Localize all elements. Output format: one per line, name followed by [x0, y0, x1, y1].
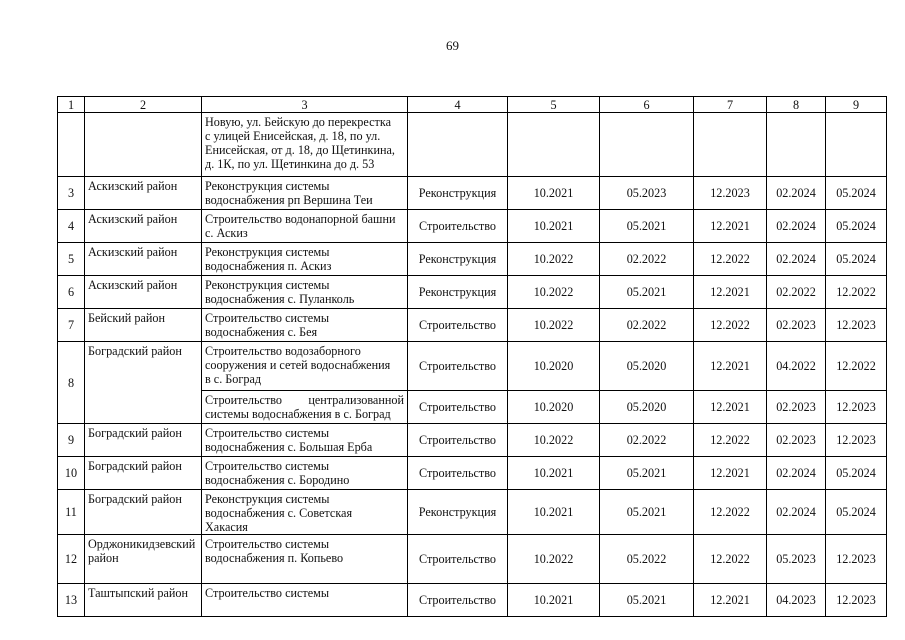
date-cell: 12.2023	[826, 391, 887, 424]
work-type-cell: Строительство	[408, 210, 508, 243]
work-type-cell: Строительство	[408, 457, 508, 490]
date-cell: 02.2023	[767, 424, 826, 457]
date-cell: 02.2022	[600, 424, 694, 457]
date-cell: 05.2021	[600, 210, 694, 243]
row-number: 11	[58, 490, 85, 535]
table-row	[58, 490, 887, 535]
row-number: 8	[58, 342, 85, 424]
date-cell: 05.2024	[826, 490, 887, 535]
row-number: 3	[58, 177, 85, 210]
row-number: 5	[58, 243, 85, 276]
date-cell: 10.2022	[508, 535, 600, 584]
work-type-cell: Строительство	[408, 342, 508, 391]
row-number: 6	[58, 276, 85, 309]
continuation-row	[58, 113, 887, 177]
date-cell: 10.2021	[508, 177, 600, 210]
date-cell: 12.2022	[826, 342, 887, 391]
work-type-cell: Строительство	[408, 309, 508, 342]
work-type-cell: Строительство	[408, 584, 508, 617]
date-cell: 12.2021	[694, 342, 767, 391]
date-cell: 05.2020	[600, 391, 694, 424]
schedule-table	[57, 96, 887, 617]
date-cell: 05.2021	[600, 490, 694, 535]
work-type-cell: Строительство	[408, 391, 508, 424]
column-header: 7	[694, 97, 767, 113]
description-cell: Реконструкция системы водоснабжения с. Советская Хакасия	[202, 490, 408, 535]
date-cell: 02.2023	[767, 309, 826, 342]
date-cell: 10.2022	[508, 309, 600, 342]
district-cell: Аскизский район	[85, 177, 202, 210]
date-cell: 12.2021	[694, 276, 767, 309]
date-cell: 02.2024	[767, 490, 826, 535]
work-type-cell: Реконструкция	[408, 276, 508, 309]
column-header: 9	[826, 97, 887, 113]
description-cell: Строительство системы водоснабжения с. Бородино	[202, 457, 408, 490]
date-cell: 05.2020	[600, 342, 694, 391]
date-cell: 02.2024	[767, 243, 826, 276]
district-cell: Орджоникидзевский район	[85, 535, 202, 584]
date-cell: 02.2023	[767, 391, 826, 424]
date-cell: 10.2021	[508, 490, 600, 535]
date-cell: 10.2020	[508, 391, 600, 424]
date-cell: 12.2021	[694, 210, 767, 243]
date-cell: 04.2023	[767, 584, 826, 617]
district-cell: Таштыпский район	[85, 584, 202, 617]
description-cell: Строительство водонапорной башни с. Аскиз	[202, 210, 408, 243]
table-row	[58, 276, 887, 309]
date-cell: 05.2024	[826, 177, 887, 210]
date-cell: 05.2024	[826, 457, 887, 490]
table-row	[58, 177, 887, 210]
work-type-cell: Реконструкция	[408, 490, 508, 535]
column-header: 1	[58, 97, 85, 113]
district-cell: Аскизский район	[85, 276, 202, 309]
column-header: 4	[408, 97, 508, 113]
column-header: 2	[85, 97, 202, 113]
row-number: 9	[58, 424, 85, 457]
description-cell: Строительство системы	[202, 584, 408, 617]
column-header: 3	[202, 97, 408, 113]
table-row	[58, 584, 887, 617]
column-header: 5	[508, 97, 600, 113]
table-row	[58, 309, 887, 342]
date-cell: 12.2023	[826, 535, 887, 584]
district-cell: Боградский район	[85, 457, 202, 490]
description-cell: Реконструкция системы водоснабжения рп Вершина Теи	[202, 177, 408, 210]
date-cell: 10.2021	[508, 457, 600, 490]
date-cell: 12.2021	[694, 391, 767, 424]
date-cell: 12.2022	[694, 309, 767, 342]
date-cell: 12.2021	[694, 584, 767, 617]
date-cell: 02.2022	[600, 243, 694, 276]
description-cell: Строительство системы водоснабжения п. Копьево	[202, 535, 408, 584]
date-cell: 05.2023	[767, 535, 826, 584]
row-number: 4	[58, 210, 85, 243]
date-cell: 12.2022	[826, 276, 887, 309]
row-number: 7	[58, 309, 85, 342]
table-row	[58, 424, 887, 457]
date-cell: 12.2023	[826, 584, 887, 617]
district-cell: Боградский район	[85, 490, 202, 535]
date-cell: 05.2022	[600, 535, 694, 584]
date-cell: 12.2023	[826, 424, 887, 457]
date-cell: 05.2023	[600, 177, 694, 210]
table-row	[58, 342, 887, 391]
date-cell: 04.2022	[767, 342, 826, 391]
row-number: 12	[58, 535, 85, 584]
district-cell: Аскизский район	[85, 243, 202, 276]
page-number: 69	[446, 38, 459, 53]
date-cell: 10.2021	[508, 584, 600, 617]
description-cell: Строительство системы водоснабжения с. Бея	[202, 309, 408, 342]
date-cell: 12.2023	[694, 177, 767, 210]
work-type-cell: Строительство	[408, 535, 508, 584]
table-row	[58, 210, 887, 243]
date-cell: 12.2022	[694, 535, 767, 584]
header-row	[58, 97, 887, 113]
row-number: 10	[58, 457, 85, 490]
date-cell: 10.2022	[508, 243, 600, 276]
column-header: 8	[767, 97, 826, 113]
row-number: 13	[58, 584, 85, 617]
date-cell: 05.2021	[600, 457, 694, 490]
district-cell: Боградский район	[85, 342, 202, 424]
date-cell: 02.2024	[767, 457, 826, 490]
date-cell: 05.2021	[600, 276, 694, 309]
date-cell: 02.2022	[767, 276, 826, 309]
column-header: 6	[600, 97, 694, 113]
date-cell: 10.2022	[508, 276, 600, 309]
description-cell: Реконструкция системы водоснабжения п. Аскиз	[202, 243, 408, 276]
work-type-cell: Реконструкция	[408, 177, 508, 210]
description-cell: Строительство централизованной системы водоснабжения в с. Боград	[202, 391, 408, 424]
date-cell: 02.2024	[767, 210, 826, 243]
date-cell: 12.2021	[694, 457, 767, 490]
date-cell: 10.2021	[508, 210, 600, 243]
date-cell: 12.2022	[694, 243, 767, 276]
date-cell: 12.2022	[694, 490, 767, 535]
work-type-cell: Реконструкция	[408, 243, 508, 276]
table-row	[58, 243, 887, 276]
district-cell: Бейский район	[85, 309, 202, 342]
district-cell: Аскизский район	[85, 210, 202, 243]
date-cell: 10.2022	[508, 424, 600, 457]
work-type-cell: Строительство	[408, 424, 508, 457]
date-cell: 12.2022	[694, 424, 767, 457]
date-cell: 12.2023	[826, 309, 887, 342]
date-cell: 02.2022	[600, 309, 694, 342]
continuation-description: Новую, ул. Бейскую до перекрестка с улицей Енисейская, д. 18, по ул. Енисейская, от д. 18, до Щетинкина, д. 1К, по ул. Щетинкина до д. 53	[202, 113, 408, 177]
date-cell: 02.2024	[767, 177, 826, 210]
date-cell: 05.2024	[826, 243, 887, 276]
district-cell: Боградский район	[85, 424, 202, 457]
date-cell: 05.2024	[826, 210, 887, 243]
table-row	[58, 535, 887, 584]
date-cell: 10.2020	[508, 342, 600, 391]
description-cell: Строительство водозаборного сооружения и сетей водоснабжения в с. Боград	[202, 342, 408, 391]
table-row	[58, 457, 887, 490]
description-cell: Реконструкция системы водоснабжения с. Пуланколь	[202, 276, 408, 309]
date-cell: 05.2021	[600, 584, 694, 617]
description-cell: Строительство системы водоснабжения с. Большая Ерба	[202, 424, 408, 457]
